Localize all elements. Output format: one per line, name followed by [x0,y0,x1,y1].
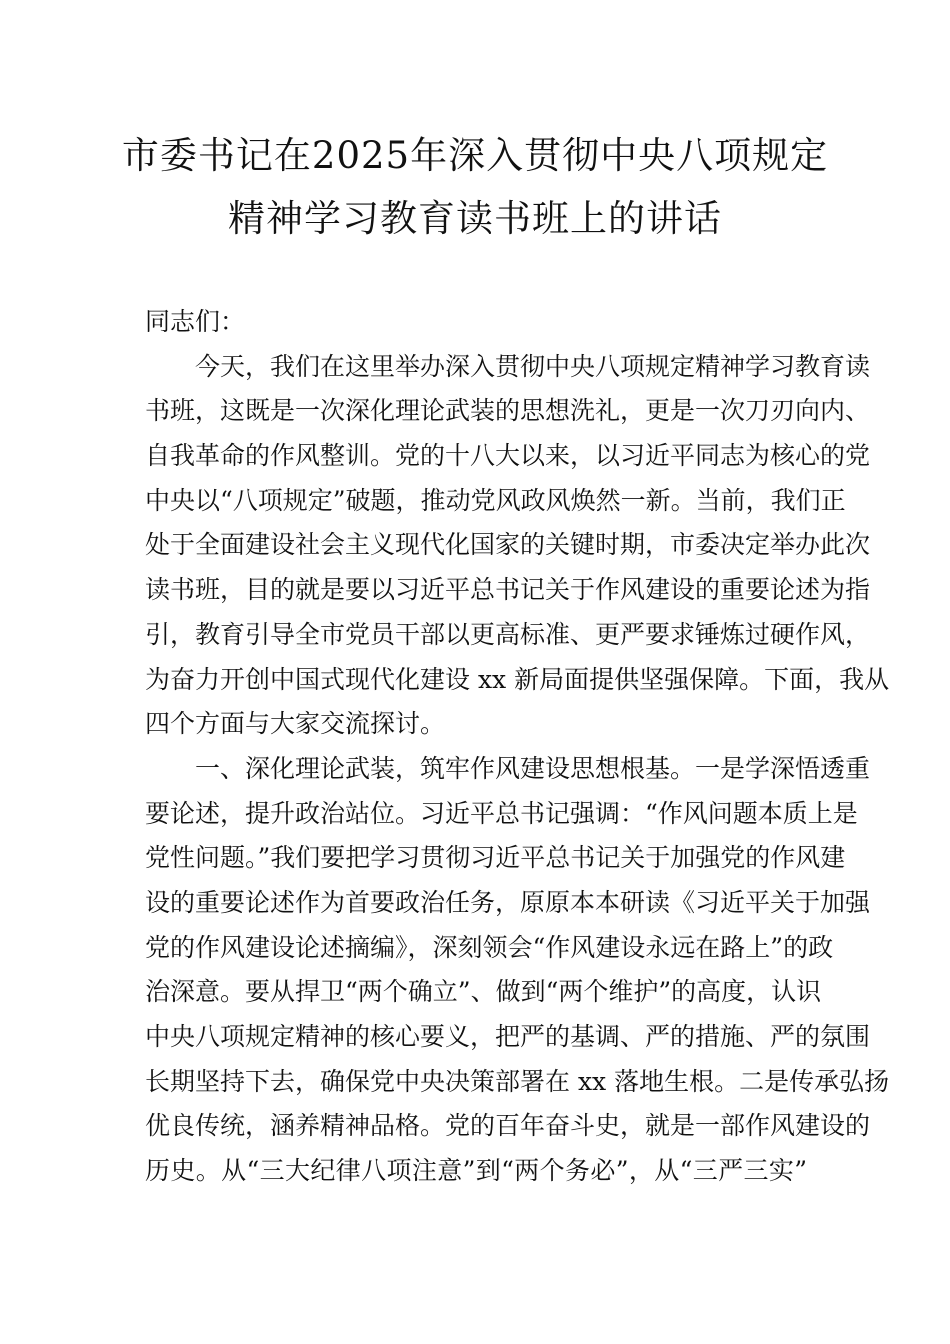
text-line: 自我革命的作风整训。党的十八大以来，以习近平同志为核心的党 [145,441,871,471]
text-line: 为奋力开创中国式现代化建设 xx 新局面提供坚强保障。下面，我从 [145,664,890,694]
text-line: 中央以“八项规定”破题，推动党风政风焕然一新。当前，我们正 [145,485,846,515]
text-line: 今天，我们在这里举办深入贯彻中央八项规定精神学习教育读 [195,351,871,381]
text-line: 书班，这既是一次深化理论武装的思想洗礼，更是一次刀刃向内、 [145,396,871,426]
document-title-line-2: 精神学习教育读书班上的讲话 [228,197,722,240]
text-line: 一、深化理论武装，筑牢作风建设思想根基。一是学深悟透重 [195,753,871,783]
text-line: 党性问题。”我们要把学习贯彻习近平总书记关于加强党的作风建 [145,843,846,873]
paragraphs [145,345,890,1194]
text-line: 优良传统，涵养精神品格。党的百年奋斗史，就是一部作风建设的 [145,1111,871,1141]
text-line: 长期坚持下去，确保党中央决策部署在 xx 落地生根。二是传承弘扬 [145,1066,890,1096]
text-line: 治深意。要从捍卫“两个确立”、做到“两个维护”的高度，认识 [145,977,822,1007]
paragraph [145,747,890,1194]
text-line: 读书班，目的就是要以习近平总书记关于作风建设的重要论述为指 [145,575,871,605]
text-line: 引，教育引导全市党员干部以更高标准、更严要求锤炼过硬作风， [145,619,871,649]
document-body [145,300,890,1194]
paragraph [145,345,890,747]
text-line: 历史。从“三大纪律八项注意”到“两个务必”，从“三严三实” [145,1156,807,1186]
document-title-line-1: 市委书记在2025年深入贯彻中央八项规定 [121,134,829,177]
text-line: 党的作风建设论述摘编》，深刻领会“作风建设永远在路上”的政 [145,932,834,962]
text-line: 处于全面建设社会主义现代化国家的关键时期，市委决定举办此次 [145,530,871,560]
text-line: 中央八项规定精神的核心要义，把严的基调、严的措施、严的氛围 [145,1022,871,1051]
text-line: 四个方面与大家交流探讨。 [145,709,446,739]
text-line: 要论述，提升政治站位。习近平总书记强调：“作风问题本质上是 [145,798,858,828]
salutation: 同志们： [145,307,246,336]
text-line: 设的重要论述作为首要政治任务，原原本本研读《习近平关于加强 [145,887,871,917]
